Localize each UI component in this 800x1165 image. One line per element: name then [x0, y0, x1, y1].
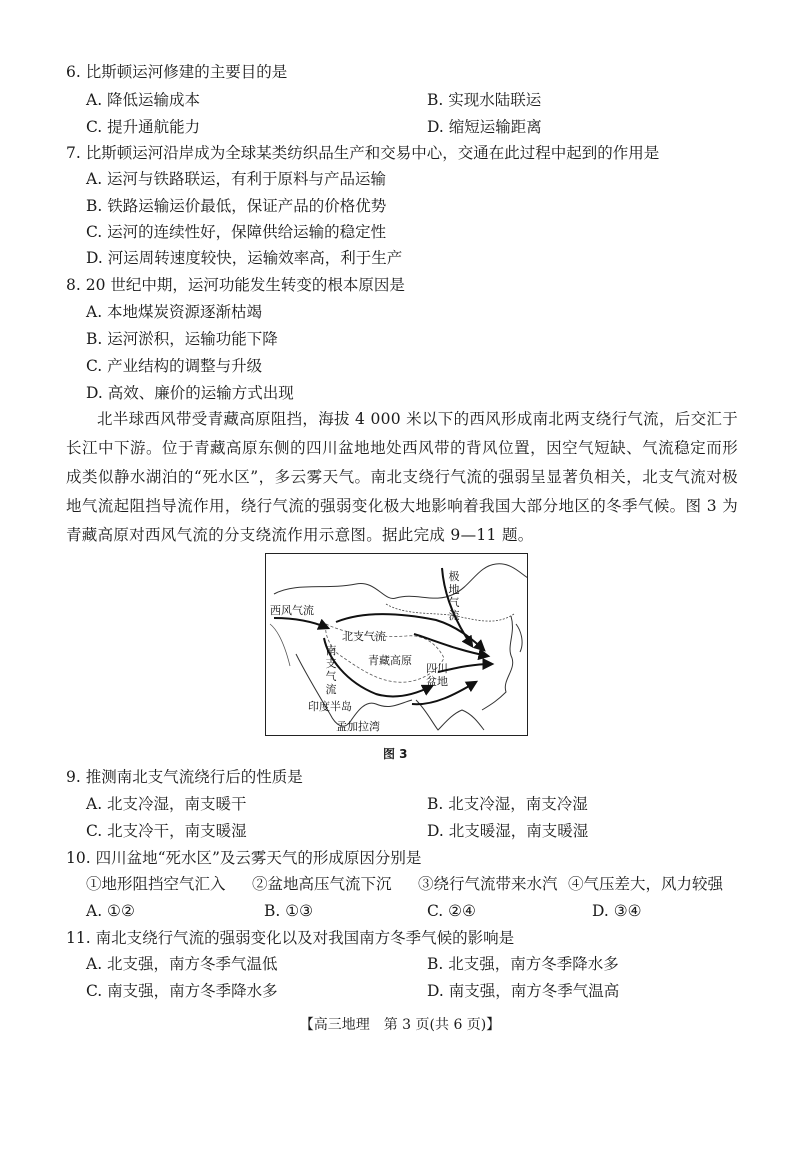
- q6-option-d: D. 缩短运输距离: [427, 118, 542, 136]
- q10-option-b: B. ①③: [264, 902, 314, 920]
- q6-option-b: B. 实现水陆联运: [427, 91, 542, 109]
- q7-stem: 7. 比斯顿运河沿岸成为全球某类纺织品生产和交易中心，交通在此过程中起到的作用是: [66, 144, 660, 162]
- korea-japan: [516, 624, 522, 652]
- q11-option-c: C. 南支强，南方冬季降水多: [86, 982, 278, 1000]
- q8-option-c: C. 产业结构的调整与升级: [86, 357, 263, 375]
- coastline-outline: [274, 564, 528, 599]
- q7-option-c: C. 运河的连续性好，保障供给运输的稳定性: [86, 223, 387, 241]
- airflow-map-figure: [265, 553, 528, 736]
- q9-option-c: C. 北支冷干，南支暖湿: [86, 822, 247, 840]
- q9-option-a: A. 北支冷湿，南支暖干: [86, 795, 247, 813]
- q8-stem: 8. 20 世纪中期，运河功能发生转变的根本原因是: [66, 276, 405, 294]
- china-coast: [482, 616, 513, 710]
- q10-stem: 10. 四川盆地“死水区”及云雾天气的形成原因分别是: [66, 849, 422, 867]
- label-indochina: 印度半岛: [308, 700, 352, 713]
- label-north-branch: 北支气流: [342, 630, 386, 643]
- reading-passage: 北半球西风带受青藏高原阻挡，海拔 4 000 米以下的西风形成南北两支绕行气流，后交汇于长江中下游。位于青藏高原东侧的四川盆地地处西风带的背风位置，因空气短缺、气流稳定而形成类似静水湖泊的“死水区”，多云雾天气。南北支绕行气流的强弱呈显著负相关，北支气流对极地气流起阻挡导流作用，绕行气流的强弱变化极大地影响着我国大部分地区的冬季气候。图 3 为青藏高原对西风气流的分支绕流作用示意图。据此完成 9—11 题。: [66, 410, 738, 544]
- q11-option-b: B. 北支强，南方冬季降水多: [427, 955, 619, 973]
- label-polar: 极地气流: [448, 570, 460, 622]
- q11-option-a: A. 北支强，南方冬季气温低: [86, 955, 278, 973]
- q6-option-c: C. 提升通航能力: [86, 118, 201, 136]
- q10-item-4: ④气压差大，风力较强: [568, 875, 724, 893]
- q8-option-a: A. 本地煤炭资源逐渐枯竭: [86, 303, 263, 321]
- q10-option-a: A. ①②: [86, 902, 135, 920]
- south-branch-arrow: [324, 638, 432, 696]
- q11-option-d: D. 南支强，南方冬季气温高: [427, 982, 620, 1000]
- q8-option-b: B. 运河淤积，运输功能下降: [86, 330, 278, 348]
- q7-option-a: A. 运河与铁路联运，有利于原料与产品运输: [86, 170, 387, 188]
- label-plateau: 青藏高原: [368, 654, 412, 667]
- q7-option-b: B. 铁路运输运价最低，保证产品的价格优势: [86, 197, 387, 215]
- q7-option-d: D. 河运周转速度较快，运输效率高，利于生产: [86, 249, 403, 267]
- q8-option-d: D. 高效、廉价的运输方式出现: [86, 384, 294, 402]
- q10-option-d: D. ③④: [592, 902, 642, 920]
- label-westerly: 西风气流: [270, 604, 314, 617]
- indochina-coast: [416, 700, 484, 730]
- q9-option-b: B. 北支冷湿，南支冷湿: [427, 795, 588, 813]
- q10-item-1: ①地形阻挡空气汇入: [86, 875, 226, 893]
- label-bay-of-bengal: 孟加拉湾: [336, 720, 380, 733]
- q10-item-3: ③绕行气流带来水汽: [418, 875, 558, 893]
- q6-stem: 6. 比斯顿运河修建的主要目的是: [66, 63, 288, 81]
- figure-caption: 图 3: [383, 747, 408, 761]
- q11-stem: 11. 南北支绕行气流的强弱变化以及对我国南方冬季气候的影响是: [66, 929, 515, 947]
- west-border: [270, 624, 290, 666]
- label-sichuan-basin: 四川盆地: [426, 662, 448, 688]
- q9-option-d: D. 北支暖湿，南支暖湿: [427, 822, 589, 840]
- map-drawing: [266, 554, 528, 736]
- page-footer: 【高三地理 第 3 页(共 6 页)】: [299, 1017, 501, 1033]
- label-south-branch: 南支气流: [325, 644, 337, 696]
- westerly-arrow: [274, 618, 328, 628]
- q6-option-a: A. 降低运输成本: [86, 91, 201, 109]
- q10-option-c: C. ②④: [427, 902, 476, 920]
- q9-stem: 9. 推测南北支气流绕行后的性质是: [66, 768, 303, 786]
- q10-item-2: ②盆地高压气流下沉: [252, 875, 392, 893]
